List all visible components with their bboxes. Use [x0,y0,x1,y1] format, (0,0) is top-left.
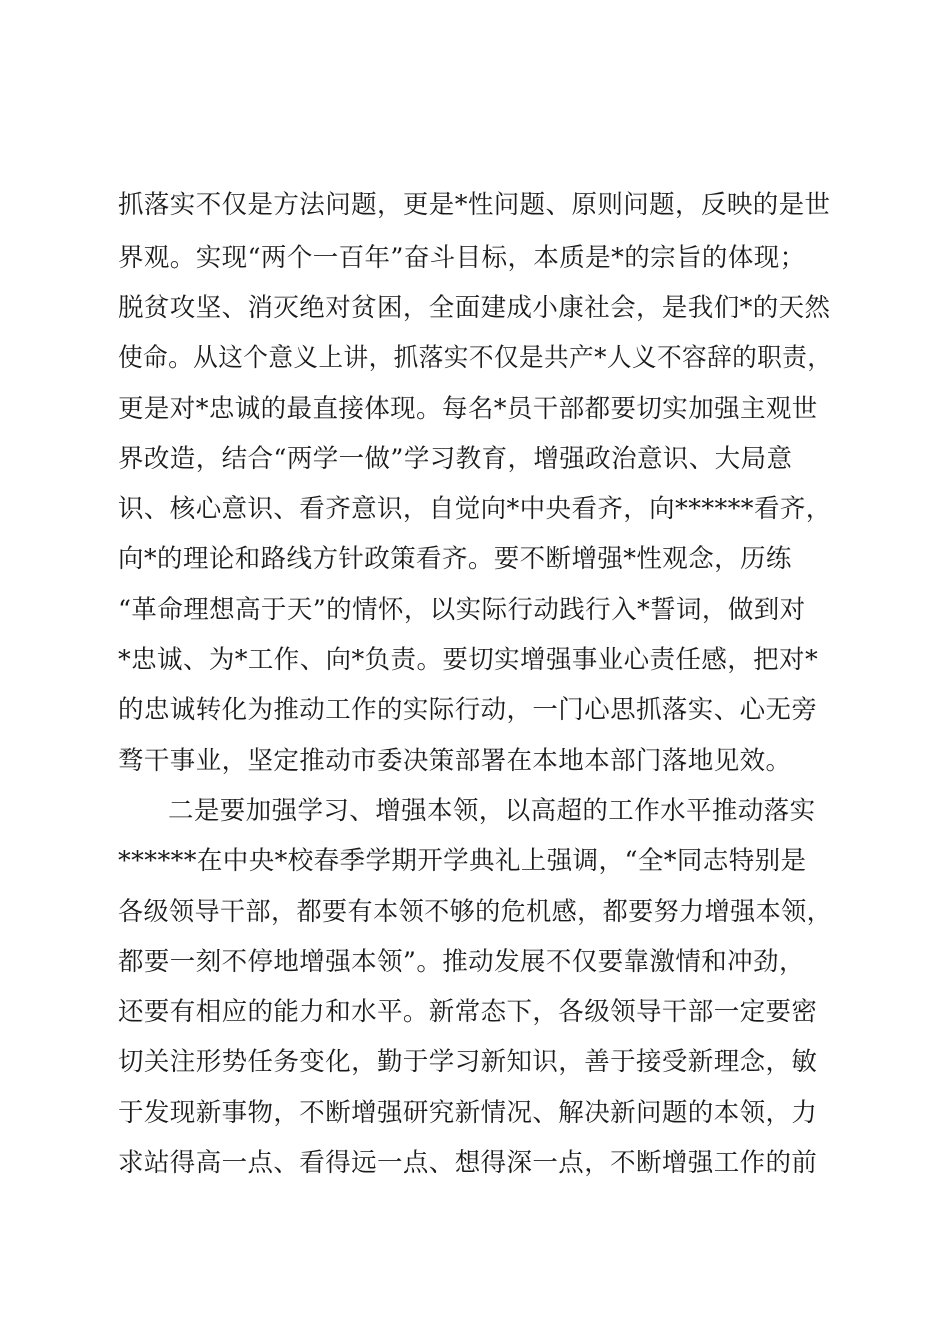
text-line: 界改造，结合“两学一做”学习教育，增强政治意识、大局意 [118,444,793,474]
text-line: ******在中央*校春季学期开学典礼上强调，“全*同志特别是 [118,846,807,876]
text-line: 还要有相应的能力和水平。新常态下，各级领导干部一定要密 [118,997,818,1027]
text-line: 于发现新事物，不断增强研究新情况、解决新问题的本领，力 [118,1098,818,1128]
text-line: 脱贫攻坚、消灭绝对贫困，全面建成小康社会，是我们*的天然 [118,293,831,323]
text-line: *忠诚、为*工作、向*负责。要切实增强事业心责任感，把对* [118,645,819,675]
text-line: 向*的理论和路线方针政策看齐。要不断增强*性观念，历练 [118,544,792,574]
text-line: 都要一刻不停地增强本领”。推动发展不仅要靠激情和冲劲， [118,947,805,977]
text-line: 骛干事业，坚定推动市委决策部署在本地本部门落地见效。 [118,746,792,776]
text-line: 抓落实不仅是方法问题，更是*性问题、原则问题，反映的是世 [118,190,831,220]
text-line: 求站得高一点、看得远一点、想得深一点，不断增强工作的前 [118,1148,818,1178]
paragraph-heading-line: 二是要加强学习、增强本领，以高超的工作水平推动落实 [168,796,816,826]
text-line: 识、核心意识、看齐意识，自觉向*中央看齐，向******看齐， [118,494,832,524]
text-line: 使命。从这个意义上讲，抓落实不仅是共产*人义不容辞的职责， [118,343,833,373]
text-line: 界观。实现“两个一百年”奋斗目标，本质是*的宗旨的体现； [118,243,806,273]
text-line: 切关注形势任务变化，勤于学习新知识，善于接受新理念，敏 [118,1047,818,1077]
text-line: “革命理想高于天”的情怀，以实际行动践行入*誓词，做到对 [118,595,806,625]
text-line: 各级领导干部，都要有本领不够的危机感，都要努力增强本领， [118,897,833,927]
text-line: 的忠诚转化为推动工作的实际行动，一门心思抓落实、心无旁 [118,695,818,725]
text-line: 更是对*忠诚的最直接体现。每名*员干部都要切实加强主观世 [118,394,818,424]
